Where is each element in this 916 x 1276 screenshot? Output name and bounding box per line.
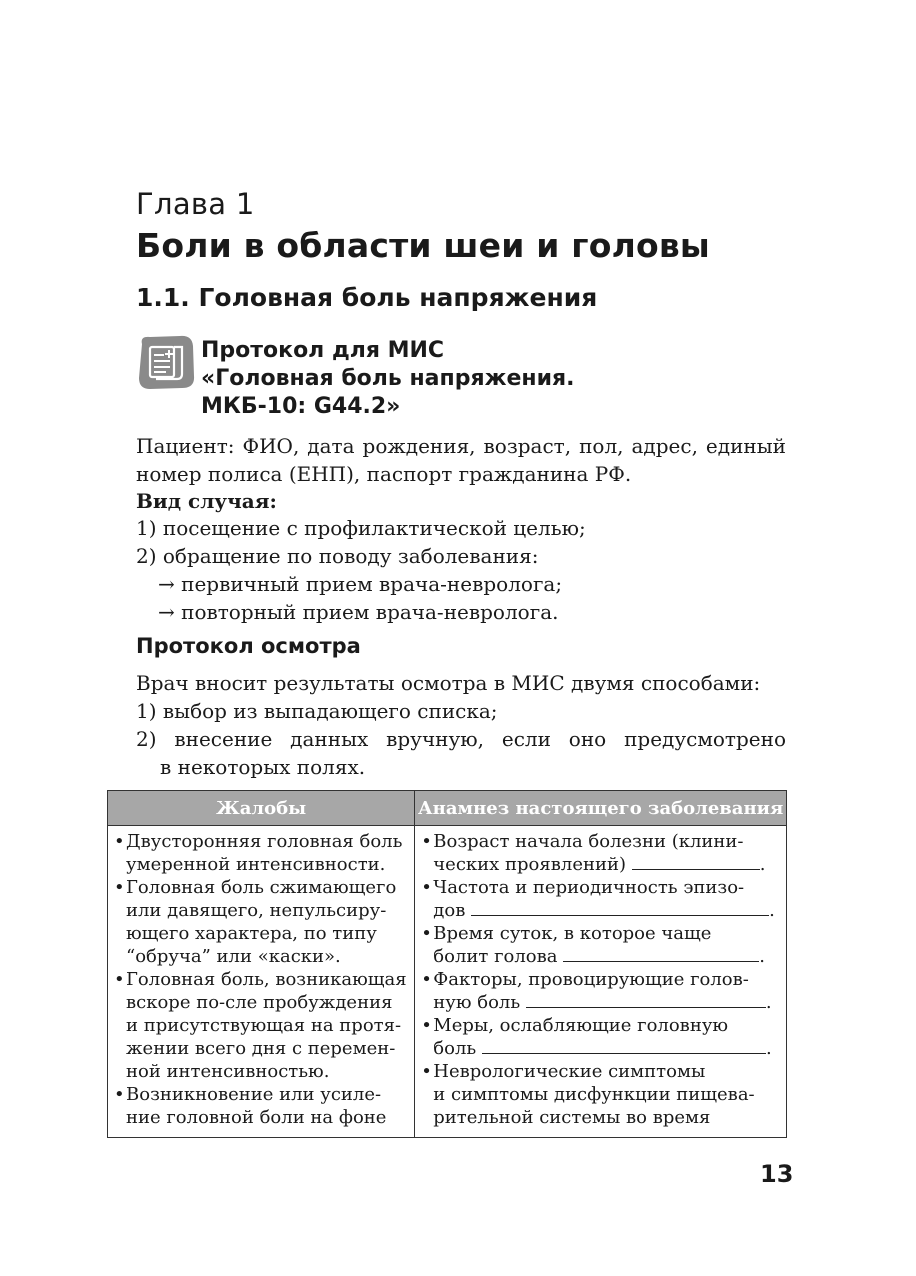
exam-paragraph [136, 669, 786, 781]
text-line: • Факторы, провоцирующие голов- [433, 969, 749, 990]
document-plus-icon [136, 334, 196, 390]
anamnesis-cell [415, 826, 787, 1138]
text-fragment: болит голова [433, 946, 558, 967]
text-line: • Возраст начала болезни (клини- [433, 831, 744, 852]
exam-protocol-title: Протокол осмотра [136, 634, 361, 658]
text-line: или давящего, непульсиру- [126, 900, 387, 921]
text-line: болит голова . [433, 946, 765, 967]
column-header-anamnesis: Анамнез настоящего заболевания [415, 791, 787, 826]
list-item-continuation: в некоторых полях. [160, 755, 366, 779]
column-header-complaints: Жалобы [108, 791, 415, 826]
case-type-list [136, 514, 586, 626]
text-line: ной интенсивностью. [126, 1061, 330, 1082]
text-line: • Неврологические симптомы [433, 1061, 706, 1082]
text-line: и симптомы дисфункции пищева- [433, 1084, 755, 1105]
complaint-item [114, 830, 408, 876]
text-line: и присутствующая на протя- [126, 1015, 402, 1036]
text-fragment: боль [433, 1038, 477, 1059]
patient-line: Пациент: ФИО, дата рождения, возраст, пол, адрес, единый [136, 434, 786, 458]
patient-paragraph [136, 432, 786, 488]
text-line: рительной системы во время [433, 1107, 711, 1128]
protocol-heading-line: МКБ-10: G44.2» [201, 394, 401, 419]
protocol-heading [201, 337, 575, 421]
list-item: 1) выбор из выпадающего списка; [136, 699, 498, 723]
text-line: боль . [433, 1038, 772, 1059]
text-line: • Головная боль сжимающего [126, 877, 397, 898]
text-line: • Частота и периодичность эпизо- [433, 877, 745, 898]
anamnesis-item [421, 922, 780, 968]
text-line: “обруча” или «каски». [126, 946, 341, 967]
protocol-heading-line: Протокол для МИС [201, 338, 445, 363]
text-line: жении всего дня с перемен- [126, 1038, 396, 1059]
anamnesis-item [421, 1060, 780, 1129]
text-line: • Меры, ослабляющие головную [433, 1015, 729, 1036]
text-line: вскоре по-сле пробуждения [126, 992, 393, 1013]
section-title: 1.1. Головная боль напряжения [136, 283, 598, 312]
fill-in-blank[interactable] [632, 853, 760, 870]
text-line: • Возникновение или усиле- [126, 1084, 382, 1105]
text-line: ние головной боли на фоне [126, 1107, 387, 1128]
list-item: 1) посещение с профилактической целью; [136, 516, 586, 540]
chapter-label: Глава 1 [136, 187, 255, 221]
text-line: • Время суток, в которое чаще [433, 923, 712, 944]
anamnesis-item [421, 1014, 780, 1060]
text-line: • Двусторонняя головная боль [126, 831, 403, 852]
patient-line: номер полиса (ЕНП), паспорт гражданина РФ. [136, 462, 632, 486]
text-line: ческих проявлений) . [433, 854, 766, 875]
fill-in-blank[interactable] [563, 945, 759, 962]
fill-in-blank[interactable] [482, 1037, 766, 1054]
fill-in-blank[interactable] [526, 991, 766, 1008]
list-item: 2) внесение данных вручную, если оно предусмотрено [136, 727, 786, 751]
complaints-cell [108, 826, 415, 1138]
fill-in-blank[interactable] [471, 899, 769, 916]
chapter-title: Боли в области шеи и головы [136, 226, 710, 265]
text-line: ную боль . [433, 992, 772, 1013]
list-subitem: → повторный прием врача-невролога. [158, 600, 559, 624]
text-line: умеренной интенсивности. [126, 854, 386, 875]
anamnesis-item [421, 830, 780, 876]
text-line: ющего характера, по типу [126, 923, 377, 944]
list-subitem: → первичный прием врача-невролога; [158, 572, 563, 596]
text-fragment: дов [433, 900, 466, 921]
list-item: 2) обращение по поводу заболевания: [136, 544, 539, 568]
exam-intro: Врач вносит результаты осмотра в МИС двумя способами: [136, 671, 761, 695]
anamnesis-item [421, 968, 780, 1014]
text-line: • Головная боль, возникающая [126, 969, 407, 990]
case-type-label: Вид случая: [136, 489, 277, 513]
anamnesis-item [421, 876, 780, 922]
complaint-item [114, 1083, 408, 1129]
text-fragment: ческих проявлений) [433, 854, 626, 875]
protocol-heading-line: «Головная боль напряжения. [201, 366, 575, 391]
text-fragment: ную боль [433, 992, 521, 1013]
complaint-item [114, 968, 408, 1083]
complaint-item [114, 876, 408, 968]
page-number: 13 [760, 1160, 794, 1188]
exam-table [107, 790, 787, 1138]
text-line: дов . [433, 900, 775, 921]
